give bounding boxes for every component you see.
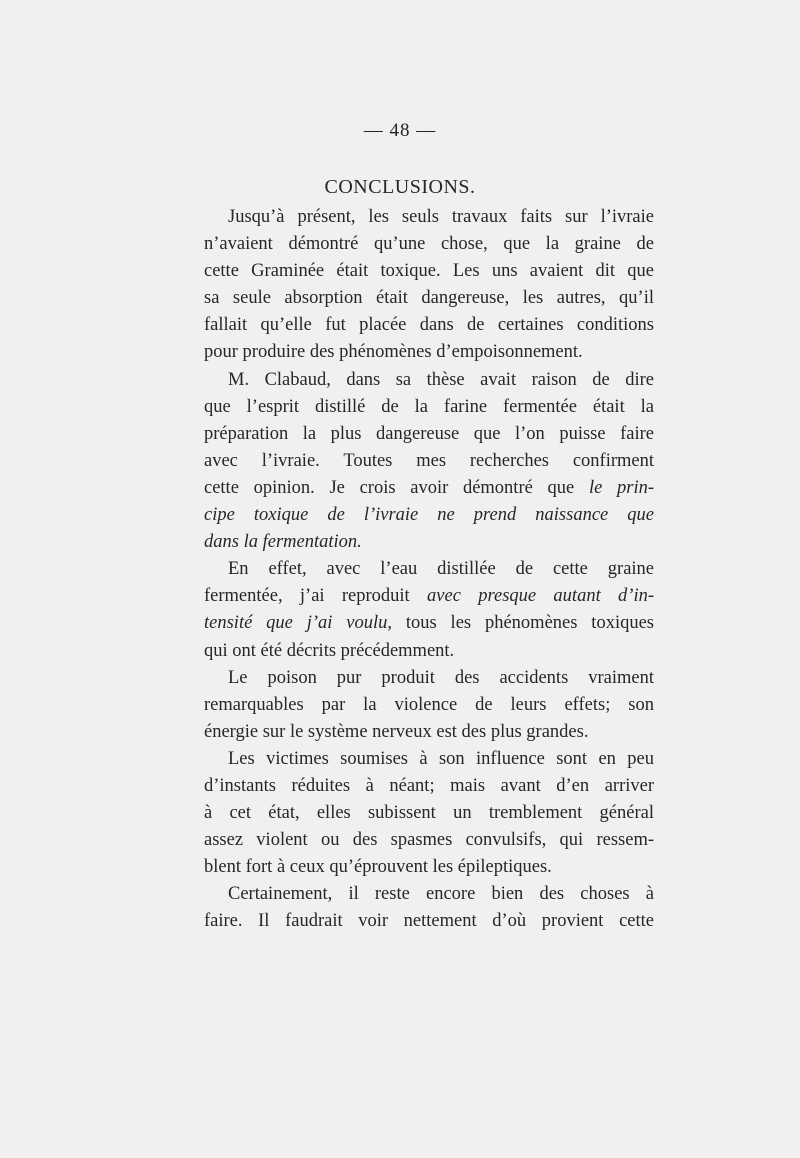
text-line: assez violent ou des spasmes convulsifs, qui ressem-	[204, 830, 654, 851]
text-line: n’avaient démontré qu’une chose, que la graine de	[204, 234, 654, 255]
text-line: Certainement, il reste encore bien des choses à	[228, 884, 654, 905]
text-line: Le poison pur produit des accidents vraiment	[228, 667, 654, 688]
text-line: cipe toxique de l’ivraie ne prend naissance que	[204, 505, 654, 526]
text-line: énergie sur le système nerveux est des plus grandes.	[204, 721, 589, 742]
text-line: fallait qu’elle fut placée dans de certaines conditions	[204, 315, 654, 336]
text-line: fermentée, j’ai reproduit avec presque autant d’in-	[204, 586, 654, 607]
text-line: dans la fermentation.	[204, 532, 362, 553]
text-line: blent fort à ceux qu’éprouvent les épileptiques.	[204, 857, 552, 878]
text-line: cette Graminée était toxique. Les uns avaient dit que	[204, 261, 654, 282]
text-line: faire. Il faudrait voir nettement d’où provient cette	[204, 911, 654, 932]
text-line: remarquables par la violence de leurs effets; son	[204, 694, 654, 715]
text-line: tensité que j’ai voulu, tous les phénomènes toxiques	[204, 613, 654, 634]
text-line: à cet état, elles subissent un tremblement général	[204, 803, 654, 824]
text-line: préparation la plus dangereuse que l’on puisse faire	[204, 423, 654, 444]
text-line: M. Clabaud, dans sa thèse avait raison de dire	[228, 369, 654, 390]
text-line: Les victimes soumises à son influence sont en peu	[228, 748, 654, 769]
text-line: pour produire des phénomènes d’empoisonnement.	[204, 342, 583, 363]
text-line: cette opinion. Je crois avoir démontré que le prin-	[204, 477, 654, 498]
section-heading: CONCLUSIONS.	[324, 176, 476, 198]
text-line: Jusqu’à présent, les seuls travaux faits sur l’ivraie	[228, 207, 654, 227]
text-line: qui ont été décrits précédemment.	[204, 640, 455, 661]
text-line: que l’esprit distillé de la farine fermentée était la	[204, 396, 654, 417]
page-number: — 48 —	[363, 120, 437, 141]
text-line: d’instants réduites à néant; mais avant d’en arriver	[204, 775, 654, 796]
body-text	[204, 204, 654, 936]
text-line: avec l’ivraie. Toutes mes recherches confirment	[204, 450, 654, 471]
text-line: En effet, avec l’eau distillée de cette graine	[228, 559, 654, 580]
text-line: sa seule absorption était dangereuse, les autres, qu’il	[204, 288, 654, 309]
